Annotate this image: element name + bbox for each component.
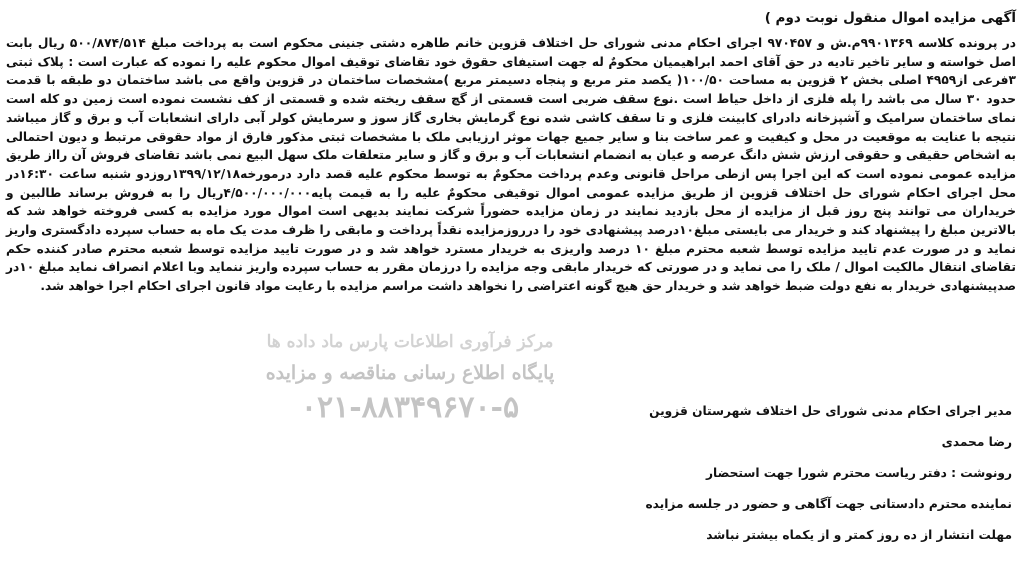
notice-footer — [592, 402, 1012, 557]
deadline-line: مهلت انتشار از ده روز کمتر و از یکماه بیشتر نباشد — [706, 528, 1012, 542]
notice-title: آگهی مزایده اموال منقول نوبت دوم ) — [764, 10, 1016, 26]
cc-line: رونوشت : دفتر ریاست محترم شورا جهت استحضار — [705, 466, 1012, 480]
watermark-phone: ۰۲۱-۸۸۳۴۹۶۷۰-۵ — [300, 390, 520, 425]
issuer-title: مدیر اجرای احکام مدنی شورای حل اختلاف شهرستان قزوین — [649, 404, 1012, 418]
prosecutor-line: نماینده محترم دادستانی جهت آگاهی و حضور در جلسه مزایده — [645, 497, 1012, 511]
notice-content — [6, 8, 1016, 296]
notice-body: در پرونده کلاسه ۹۹۰۱۳۶۹م.ش و ۹۷۰۴۵۷ اجرای احکام مدنی شورای حل اختلاف قزوین خانم طاهره دشتی جنینی محکوم است به پرداخت مبلغ ۵۰۰/۸۷۴/۵۱۴ ریال بابت اصل خواسته و سایر تاخیر تادیه در حق آقای احمد ابراهیمیان محکومٌ له جهت استیفای حقوق خود تقاضای توقیف اموال محکوم علیه را نموده که عبارت است : پلاک ثبتی ۳فرعی از۴۹۵۹ اصلی بخش ۲ قزوین به مساحت ۱۰۰/۵۰( یکصد متر مربع و پنجاه دسیمتر مربع )مشخصات ساختمان در قزوین واقع می باشد ساختمان دو طبقه با قدمت حدود ۳۰ سال می باشد را پله فلزی از داخل حیاط است .نوع سقف ضربی است قسمتی از گچ سقف ریخته شده و قسمتی از کف نشست نموده است زمین دو کله است نمای ساختمان سرامیک و آشپزخانه دادرای کابینت فلزی و تا سقف کاشی شده نوع گرمایش بخاری گاز سوز و سرمایش کولر آبی دارای انشعابات آب و برق و گاز میباشد نتیجه با عنایت به موقعیت در محل و کیفیت و عمر ساخت بنا و سایر جمیع جهات موثر ارزیابی ملک با مشخصات ثبتی مذکور فارق از مواد حقوقی مرتبط و دیون احتمالی به اشخاص حقیقی و حقوقی ارزش شش دانگ عرصه و عیان به انضمام انشعابات آب و برق و گاز و سایر متعلقات ملک سهل البیع نمی باشد تقاضای فروش آن رااز طریق مزایده عمومی نموده است که این اجرا پس ازطی مراحل قانونی وعدم پرداخت محکومٌ به توسط محکوم علیه قصد دارد درمورخه۱۳۹۹/۱۲/۱۸روزدو شنبه ساعت ۱۶:۳۰در محل اجرای احکام شورای حل اختلاف قزوین از طریق مزایده عمومی اموال توقیفی محکومٌ علیه را به قیمت پایه۴/۵۰۰/۰۰۰/۰۰۰ریال را به فروش برساند طالبین و خریداران می توانند پنج روز قبل از مزایده از محل بازدید نمایند در زمان مزایده حضوراً شرکت نمایند بدیهی است اموال مورد مزایده به کسی فروخته خواهد شد که بالاترین مبلغ را پیشنهاد کند و خریدار می بایستی مبلغ۱۰درصد پیشنهادی خود را درروزمزایده نقداً پرداخت و مابقی را ظرف مدت یک ماه به حساب سپرده دادگستری واریز نماید و در صورت عدم تایید مزایده توسط شعبه محترم مبلغ ۱۰ درصد واریزی به خریدار مسترد خواهد شد و در صورت تایید مزایده توسط شعبه محترم صادر کننده حکم تقاضای انتقال مالکیت اموال / ملک را می نماید و در صورتی که خریدار مابقی وجه مزایده را درزمان مقرر به حساب سپرده واریز ننماید وبا اعلام انصراف نماید مبلغ ۱۰در صدپیشنهادی خریدار به نفع دولت ضبط خواهد شد و خریدار حق هیچ گونه اعتراضی را نخواهد داشت مراسم مزایده با رعایت مواد قانون اجرای احکام اجرا خواهد شد. — [6, 36, 1017, 294]
watermark-line-1: مرکز فرآوری اطلاعات پارس ماد داده ها — [266, 332, 554, 352]
publisher-watermark — [190, 326, 630, 486]
signatory-name: رضا محمدی — [941, 435, 1012, 449]
watermark-line-2: پایگاه اطلاع رسانی مناقصه و مزایده — [265, 362, 555, 384]
